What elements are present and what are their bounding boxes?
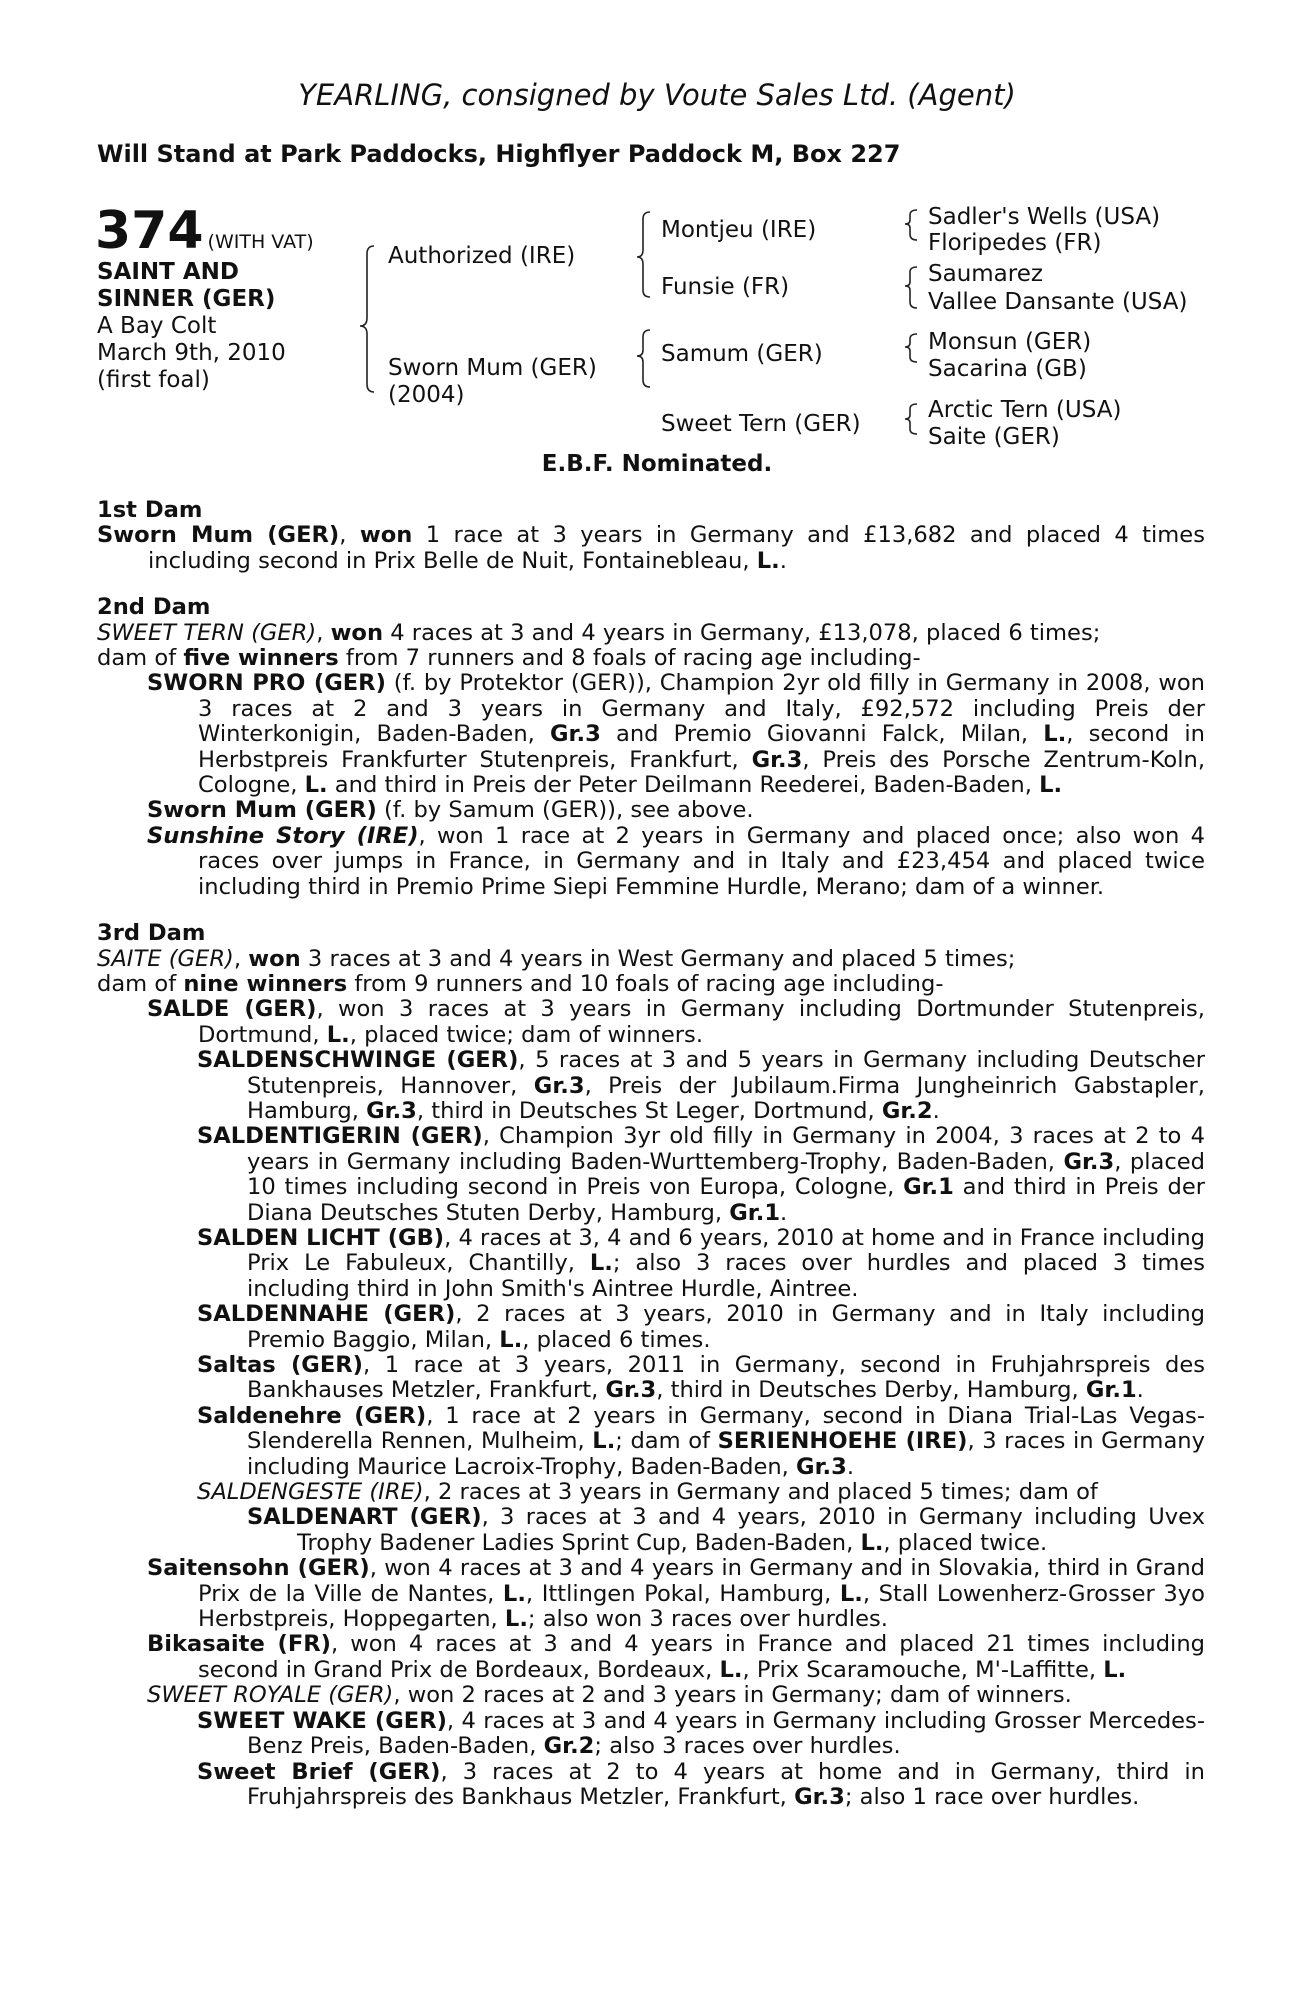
pedigree-ddd: Saite (GER) [928, 424, 1060, 450]
pedigree-sire: Authorized (IRE) [388, 243, 576, 269]
pedigree-ssd: Floripedes (FR) [928, 230, 1102, 256]
pedigree-dss: Monsun (GER) [928, 329, 1092, 355]
first-dam-section [97, 498, 1205, 574]
produce-sweet-royale: SWEET ROYALE (GER), won 2 races at 2 and 3 years in Germany; dam of winners. [147, 1682, 1072, 1709]
second-dam-section [97, 595, 1205, 900]
produce-saldennahe: SALDENNAHE (GER), 2 races at 3 years, 2010 in Germany and in Italy including Premio Baggio, Milan, L., placed 6 times. [197, 1301, 1205, 1353]
produce-sweet-brief: Sweet Brief (GER), 3 races at 2 to 4 years at home and in Germany, third in Fruhjahrspreis des Bankhaus Metzler, Frankfurt, Gr.3; also 1 race over hurdles. [197, 1758, 1205, 1810]
produce-sworn-mum: Sworn Mum (GER) (f. by Samum (GER)), see above. [147, 797, 754, 824]
second-dam-entry: SWEET TERN (GER), won 4 races at 3 and 4 years in Germany, £13,078, placed 6 times; [97, 619, 1101, 646]
first-dam-name: Sworn Mum (GER) [97, 522, 340, 549]
brace-gen3-1 [905, 210, 917, 240]
horse-description: A Bay Colt [97, 313, 217, 339]
pedigree-sdd: Vallee Dansante (USA) [928, 289, 1188, 315]
page-header: YEARLING, consigned by Voute Sales Ltd. (Agent) [298, 78, 1016, 112]
produce-sunshine-story: Sunshine Story (IRE), won 1 race at 2 years in Germany and placed once; also won 4 races over jumps in France, in Germany and in Italy and £23,454 and placed twice including third in Premio Prime Siepi Femmine Hurdle, Merano; dam of a winner. [147, 822, 1205, 900]
brace-gen1 [360, 246, 374, 392]
third-dam-produce: dam of nine winners from 9 runners and 10 foals of racing age including- [97, 970, 944, 997]
stand-location: Will Stand at Park Paddocks, Highflyer Paddock M, Box 227 [97, 140, 901, 168]
produce-salde: SALDE (GER), won 3 races at 3 years in Germany including Dortmunder Stutenpreis, Dortmund, L., placed twice; dam of winners. [147, 996, 1205, 1048]
produce-sworn-pro: SWORN PRO (GER) (f. by Protektor (GER)), Champion 2yr old filly in Germany in 2008, won 3 races at 2 and 3 years in Germany and Italy, £92,572 including Preis der Winterkonigin, Baden-Baden, Gr.3 and Premio Giovanni Falck, Milan, L., second in Herbstpreis Frankfurter Stutenpreis, Frankfurt, Gr.3, Preis des Porsche Zentrum-Koln, Cologne, L. and third in Preis der Peter Deilmann Reederei, Baden-Baden, L. [147, 670, 1205, 799]
produce-saldenschwinge: SALDENSCHWINGE (GER), 5 races at 3 and 5 years in Germany including Deutscher Stutenpreis, Hannover, Gr.3, Preis der Jubilaum.Firma Jungheinrich Gabstapler, Hamburg, Gr.3, third in Deutsches St Leger, Dortmund, Gr.2. [197, 1047, 1205, 1124]
pedigree-dsd: Sacarina (GB) [928, 356, 1087, 382]
first-dam-heading: 1st Dam [97, 497, 203, 523]
pedigree-dam-year: (2004) [388, 382, 465, 408]
pedigree-dam: Sworn Mum (GER) [388, 355, 597, 381]
ebf-nominated: E.B.F. Nominated. [541, 451, 773, 477]
produce-saldentigerin: SALDENTIGERIN (GER), Champion 3yr old filly in Germany in 2004, 3 races at 2 to 4 years in Germany including Baden-Wurttemberg-Trophy, Baden-Baden, Gr.3, placed 10 times including second in Preis von Europa, Cologne, Gr.1 and third in Preis der Diana Deutsches Stuten Derby, Hamburg, Gr.1. [197, 1123, 1206, 1226]
produce-salden-licht: SALDEN LICHT (GB), 4 races at 3, 4 and 6 years, 2010 at home and in France including Prix Le Fabuleux, Chantilly, L.; also 3 races over hurdles and placed 3 times including third in John Smith's Aintree Hurdle, Aintree. [197, 1224, 1205, 1302]
produce-saitensohn: Saitensohn (GER), won 4 races at 3 and 4 years in Germany and in Slovakia, third in Grand Prix de la Ville de Nantes, L., Ittlingen Pokal, Hamburg, L., Stall Lowenherz-Grosser 3yo Herbstpreis, Hoppegarten, L.; also won 3 races over hurdles. [147, 1555, 1206, 1633]
horse-name-line2: SINNER (GER) [97, 286, 276, 312]
foal-note: (first foal) [97, 367, 210, 393]
third-dam-entry: SAITE (GER), won 3 races at 3 and 4 years in West Germany and placed 5 times; [97, 945, 1016, 972]
third-dam-name: SAITE (GER) [97, 945, 234, 972]
pedigree-sss: Sadler's Wells (USA) [928, 204, 1161, 230]
produce-sweet-wake: SWEET WAKE (GER), 4 races at 3 and 4 years in Germany including Grosser Mercedes-Benz Preis, Baden-Baden, Gr.2; also 3 races over hurdles. [197, 1707, 1205, 1760]
produce-saldengeste: SALDENGESTE (IRE), 2 races at 3 years in Germany and placed 5 times; dam of [197, 1479, 1098, 1506]
first-dam-won: won [359, 522, 413, 549]
horse-name-line1: SAINT AND [97, 259, 240, 285]
second-dam-heading: 2nd Dam [97, 594, 211, 621]
third-dam-heading: 3rd Dam [97, 920, 206, 947]
foaling-date: March 9th, 2010 [97, 340, 286, 366]
first-dam-entry: Sworn Mum (GER), won 1 race at 3 years in Germany and £13,682 and placed 4 times including second in Prix Belle de Nuit, Fontainebleau, L.. [97, 522, 1205, 574]
second-dam-name: SWEET TERN (GER) [97, 619, 317, 646]
brace-gen3-2 [905, 267, 917, 308]
produce-saldenart: SALDENART (GER), 3 races at 3 and 4 years, 2010 in Germany including Uvex Trophy Badener Ladies Sprint Cup, Baden-Baden, L., placed twice. [247, 1504, 1205, 1556]
produce-saltas: Saltas (GER), 1 race at 3 years, 2011 in Germany, second in Fruhjahrspreis des Bankhauses Metzler, Frankfurt, Gr.3, third in Deutsches Derby, Hamburg, Gr.1. [197, 1352, 1206, 1404]
produce-saldenehre: Saldenehre (GER), 1 race at 2 years in Germany, second in Diana Trial-Las Vegas-Slenderella Rennen, Mulheim, L.; dam of SERIENHOEHE (IRE), 3 races in Germany including Maurice Lacroix-Trophy, Baden-Baden, Gr.3. [197, 1402, 1205, 1480]
brace-gen2-dam [637, 330, 650, 387]
produce-bikasaite: Bikasaite (FR), won 4 races at 3 and 4 years in France and placed 21 times including second in Grand Prix de Bordeaux, Bordeaux, L., Prix Scaramouche, M'-Laffitte, L. [147, 1631, 1205, 1683]
pedigree-sire-sire: Montjeu (IRE) [661, 217, 817, 243]
pedigree-dds: Arctic Tern (USA) [928, 397, 1122, 423]
brace-gen3-3 [905, 334, 917, 362]
pedigree-dam-sire: Samum (GER) [661, 341, 823, 367]
lot-vat: (WITH VAT) [207, 231, 314, 253]
second-dam-produce: dam of five winners from 7 runners and 8 foals of racing age including- [97, 645, 921, 672]
brace-gen3-4 [905, 404, 917, 434]
catalogue-body [97, 498, 1205, 1810]
lot-number: 374 [95, 201, 204, 261]
pedigree-sds: Saumarez [928, 261, 1043, 287]
brace-gen2-sire [637, 212, 650, 297]
pedigree-sire-dam: Funsie (FR) [661, 274, 790, 300]
pedigree-dam-dam: Sweet Tern (GER) [661, 411, 861, 437]
third-dam-section [97, 921, 1205, 1810]
